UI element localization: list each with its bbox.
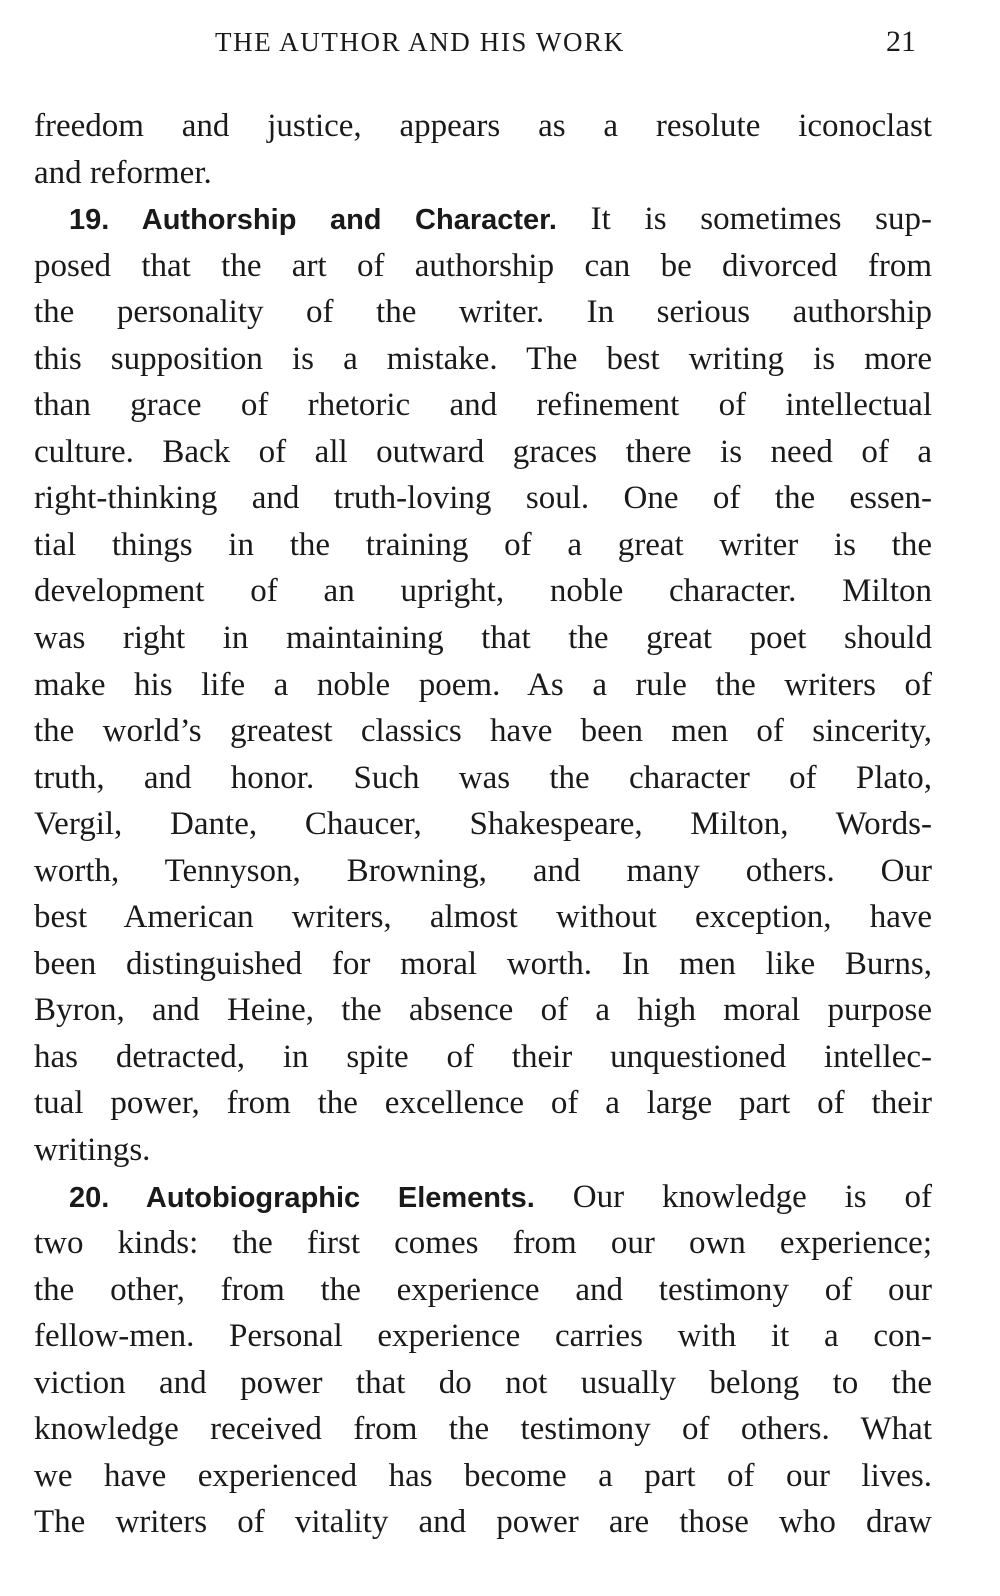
text-line xyxy=(34,1174,932,1221)
text-line: best American writers, almost without exception, have xyxy=(34,899,932,936)
text-line: and reformer. xyxy=(34,154,212,191)
text-run: Our knowledge is of xyxy=(572,1178,933,1215)
text-line: viction and power that do not usually belong to the xyxy=(34,1364,932,1401)
text-line: been distinguished for moral worth. In men like Burns, xyxy=(34,945,932,982)
text-line: right-thinking and truth-loving soul. One of the essen- xyxy=(34,480,932,517)
text-line: has detracted, in spite of their unquestioned intellec- xyxy=(34,1038,932,1075)
section-heading: 20. Autobiographic Elements. xyxy=(69,1181,535,1214)
running-head xyxy=(0,22,1000,62)
section-20-paragraph xyxy=(34,1174,932,1546)
text-line: tual power, from the excellence of a large part of their xyxy=(34,1085,932,1122)
text-line: posed that the art of authorship can be divorced from xyxy=(34,247,932,284)
text-line: than grace of rhetoric and refinement of intellectual xyxy=(34,387,932,424)
text-line: culture. Back of all outward graces there is need of a xyxy=(34,433,932,470)
text-line: The writers of vitality and power are those who draw xyxy=(34,1504,932,1541)
text-line: was right in maintaining that the great poet should xyxy=(34,620,932,657)
text-line: worth, Tennyson, Browning, and many others. Our xyxy=(34,852,932,889)
text-line: the personality of the writer. In serious authorship xyxy=(34,294,932,331)
text-line: this supposition is a mistake. The best writing is more xyxy=(34,340,932,377)
continued-paragraph xyxy=(34,103,932,196)
body-text xyxy=(34,103,932,1546)
text-line: truth, and honor. Such was the character of Plato, xyxy=(34,759,932,796)
text-line: freedom and justice, appears as a resolute iconoclast xyxy=(34,108,932,144)
text-line: we have experienced has become a part of our lives. xyxy=(34,1457,932,1494)
page-number: 21 xyxy=(886,25,916,58)
running-title: THE AUTHOR AND HIS WORK xyxy=(215,27,625,57)
section-19-paragraph xyxy=(34,196,932,1173)
text-line: fellow-men. Personal experience carries with it a con- xyxy=(34,1318,932,1355)
text-line: Vergil, Dante, Chaucer, Shakespeare, Milton, Words- xyxy=(34,806,932,843)
text-line: the world’s greatest classics have been men of sincerity, xyxy=(34,713,932,750)
text-line: make his life a noble poem. As a rule the writers of xyxy=(34,666,932,703)
text-line: development of an upright, noble character. Milton xyxy=(34,573,932,610)
section-heading: 19. Authorship and Character. xyxy=(69,204,557,237)
text-run: It is sometimes sup- xyxy=(590,201,933,238)
text-line: the other, from the experience and testimony of our xyxy=(34,1271,932,1308)
text-line: writings. xyxy=(34,1132,151,1169)
text-line: tial things in the training of a great writer is the xyxy=(34,526,932,563)
text-line: two kinds: the first comes from our own experience; xyxy=(34,1225,932,1262)
text-line: Byron, and Heine, the absence of a high moral purpose xyxy=(34,992,932,1029)
text-line: knowledge received from the testimony of others. What xyxy=(34,1411,932,1448)
text-line xyxy=(34,196,932,243)
